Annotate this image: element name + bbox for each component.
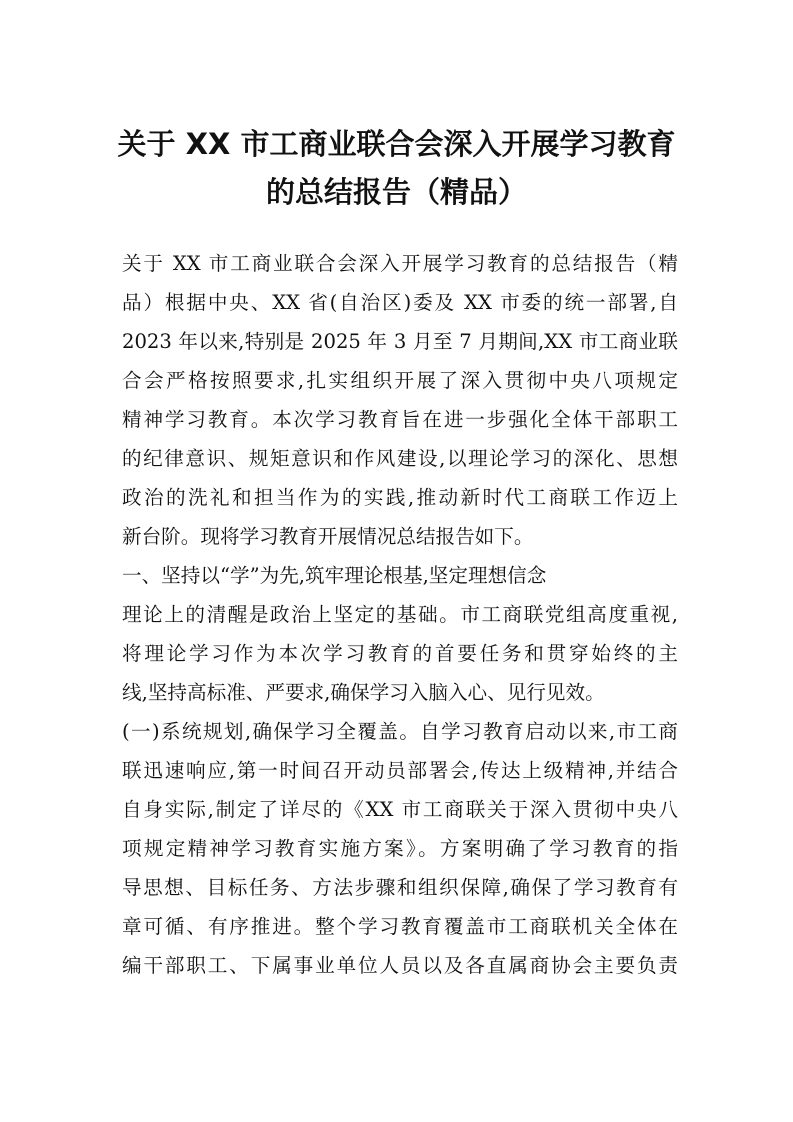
body-line-14: 联迅速响应,第一时间召开动员部署会,传达上级精神,并结合: [122, 759, 678, 782]
body-line-4: 合会严格按照要求,扎实组织开展了深入贯彻中央八项规定: [122, 369, 678, 392]
body-line-6: 的纪律意识、规矩意识和作风建设,以理论学习的深化、思想: [122, 447, 678, 470]
body-line-8: 新台阶。现将学习教育开展情况总结报告如下。: [122, 525, 534, 548]
document-title-line-1: 关于 XX 市工商业联合会深入开展学习教育: [117, 127, 676, 161]
body-line-5: 精神学习教育。本次学习教育旨在进一步强化全体干部职工: [122, 408, 678, 431]
body-line-18: 章可循、有序推进。整个学习教育覆盖市工商联机关全体在: [122, 915, 678, 938]
body-line-10: 理论上的清醒是政治上坚定的基础。市工商联党组高度重视,: [122, 603, 678, 626]
body-line-1: 关于 XX 市工商业联合会深入开展学习教育的总结报告（精: [122, 252, 678, 275]
document-title-line-2: 的总结报告（精品）: [265, 175, 527, 209]
body-line-17: 导思想、目标任务、方法步骤和组织保障,确保了学习教育有: [122, 876, 678, 899]
section-heading-1: 一、坚持以“学”为先,筑牢理论根基,坚定理想信念: [122, 564, 547, 587]
body-line-16: 项规定精神学习教育实施方案》。方案明确了学习教育的指: [122, 837, 678, 860]
body-line-2: 品）根据中央、XX 省(自治区)委及 XX 市委的统一部署,自: [122, 291, 678, 314]
body-line-19: 编干部职工、下属事业单位人员以及各直属商协会主要负责: [122, 954, 678, 977]
body-line-13: (一)系统规划,确保学习全覆盖。自学习教育启动以来,市工商: [122, 720, 678, 743]
body-line-11: 将理论学习作为本次学习教育的首要任务和贯穿始终的主: [122, 642, 678, 665]
body-line-7: 政治的洗礼和担当作为的实践,推动新时代工商联工作迈上: [122, 486, 678, 509]
body-line-3: 2023 年以来,特别是 2025 年 3 月至 7 月期间,XX 市工商业联: [122, 330, 678, 353]
body-line-15: 自身实际,制定了详尽的《XX 市工商联关于深入贯彻中央八: [122, 798, 678, 821]
body-line-12: 线,坚持高标准、严要求,确保学习入脑入心、见行见效。: [122, 681, 605, 704]
